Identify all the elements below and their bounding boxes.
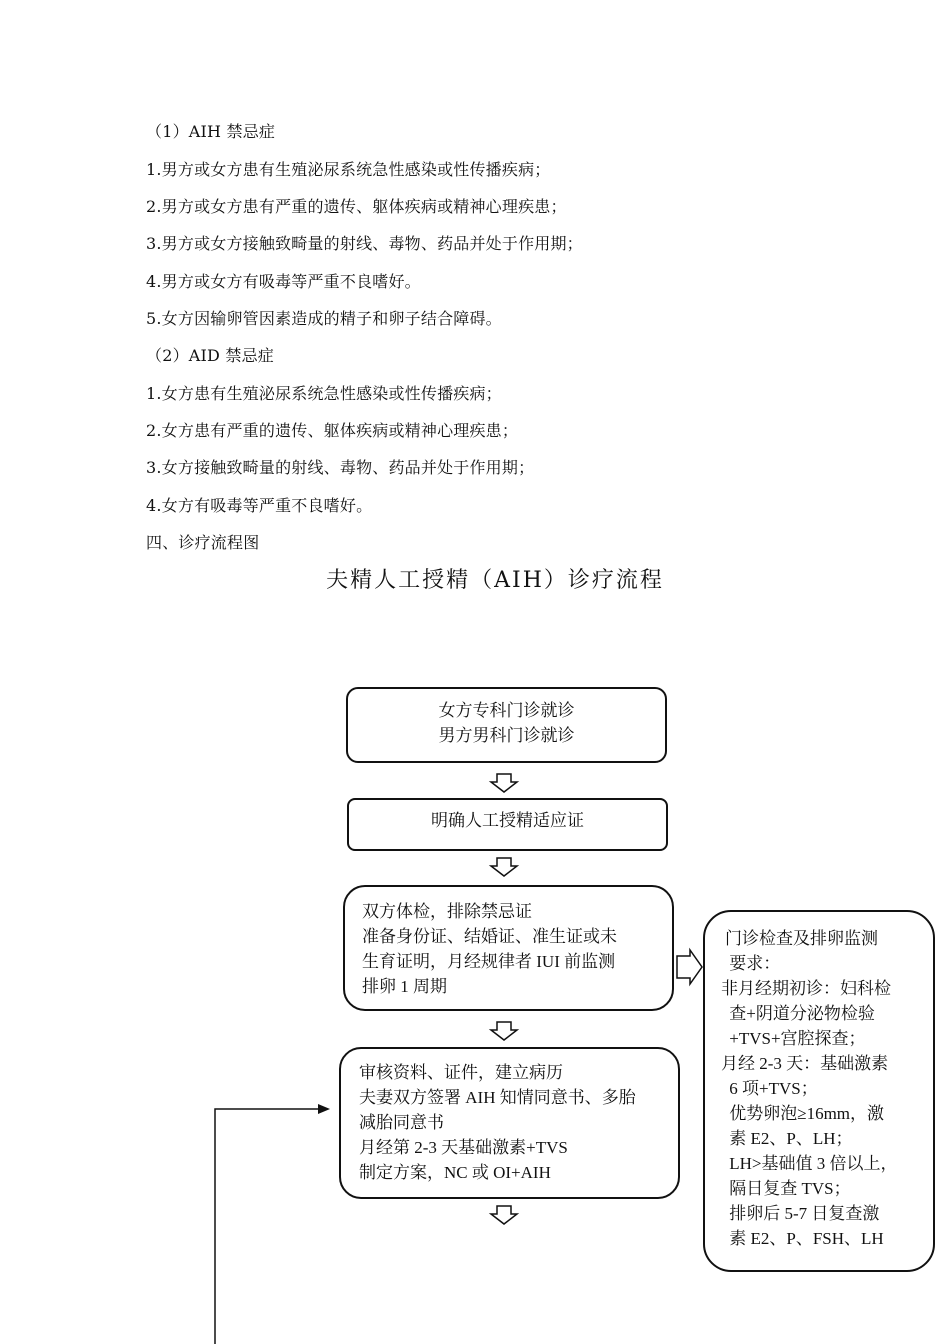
box-line: 隔日复查 TVS；: [725, 1179, 851, 1198]
box-line: 优势卵泡≥16mm，激: [725, 1104, 885, 1123]
loop-back-connector: [215, 1104, 330, 1344]
aih-item-5: 5.女方因输卵管因素造成的精子和卵子结合障碍。: [146, 309, 502, 328]
aih-item-1: 1.男方或女方患有生殖泌尿系统急性感染或性传播疾病；: [146, 160, 551, 179]
clinic-visit-box: [346, 687, 667, 763]
box-line: 生育证明，月经规律者 IUI 前监测: [362, 952, 616, 971]
box-line: +TVS+宫腔探查；: [725, 1029, 866, 1048]
indication-box: [347, 798, 668, 851]
section-four-heading: 四、诊疗流程图: [146, 533, 260, 552]
aih-item-2: 2.男方或女方患有严重的遗传、躯体疾病或精神心理疾患；: [146, 197, 567, 216]
right-arrow-icon: [677, 950, 702, 984]
monitoring-requirements-box: [703, 910, 935, 1272]
box-line: 6 项+TVS；: [725, 1079, 818, 1098]
box-line: 双方体检，排除禁忌证: [362, 902, 532, 921]
aid-item-4: 4.女方有吸毒等严重不良嗜好。: [146, 496, 373, 515]
box-line: 素 E2、P、LH；: [725, 1129, 853, 1148]
box-line: 排卵 1 周期: [362, 977, 447, 996]
box-line: 明确人工授精适应证: [431, 811, 584, 830]
aid-contraindication-heading: （2）AID 禁忌症: [146, 346, 274, 365]
box-line: 月经第 2-3 天基础激素+TVS: [359, 1138, 568, 1157]
record-review-box: [339, 1047, 680, 1199]
box-line: 女方专科门诊就诊: [438, 701, 575, 720]
aih-contraindication-heading: （1）AIH 禁忌症: [146, 122, 276, 141]
flowchart-title: 夫精人工授精（AIH）诊疗流程: [326, 568, 664, 593]
box-line: 夫妻双方签署 AIH 知情同意书、多胎: [359, 1088, 636, 1107]
down-arrow-icon: [491, 1022, 517, 1040]
arrowhead-icon: [318, 1104, 330, 1114]
down-arrow-icon: [491, 858, 517, 876]
aih-item-4: 4.男方或女方有吸毒等严重不良嗜好。: [146, 272, 421, 291]
box-line: 月经 2-3 天：基础激素: [721, 1054, 889, 1073]
aid-item-2: 2.女方患有严重的遗传、躯体疾病或精神心理疾患；: [146, 421, 519, 440]
box-line: 制定方案，NC 或 OI+AIH: [359, 1163, 551, 1182]
box-line: 非月经期初诊：妇科检: [721, 979, 891, 998]
down-arrow-icon: [491, 774, 517, 792]
box-line: 男方男科门诊就诊: [438, 726, 575, 745]
box-line: 审核资料、证件，建立病历: [359, 1063, 563, 1082]
box-line: 门诊检查及排卵监测: [725, 929, 878, 948]
box-line: 查+阴道分泌物检验: [725, 1004, 875, 1023]
aid-item-3: 3.女方接触致畸量的射线、毒物、药品并处于作用期；: [146, 458, 535, 477]
aih-item-3: 3.男方或女方接触致畸量的射线、毒物、药品并处于作用期；: [146, 234, 583, 253]
box-line: 减胎同意书: [359, 1113, 444, 1132]
down-arrow-icon: [491, 1206, 517, 1224]
box-line: 准备身份证、结婚证、准生证或未: [362, 927, 617, 946]
box-line: 要求：: [725, 954, 781, 973]
box-line: 素 E2、P、FSH、LH: [725, 1229, 884, 1248]
box-line: LH>基础值 3 倍以上，: [725, 1154, 898, 1173]
physical-exam-box: [343, 885, 674, 1011]
aid-item-1: 1.女方患有生殖泌尿系统急性感染或性传播疾病；: [146, 384, 502, 403]
box-line: 排卵后 5-7 日复查激: [725, 1204, 880, 1223]
